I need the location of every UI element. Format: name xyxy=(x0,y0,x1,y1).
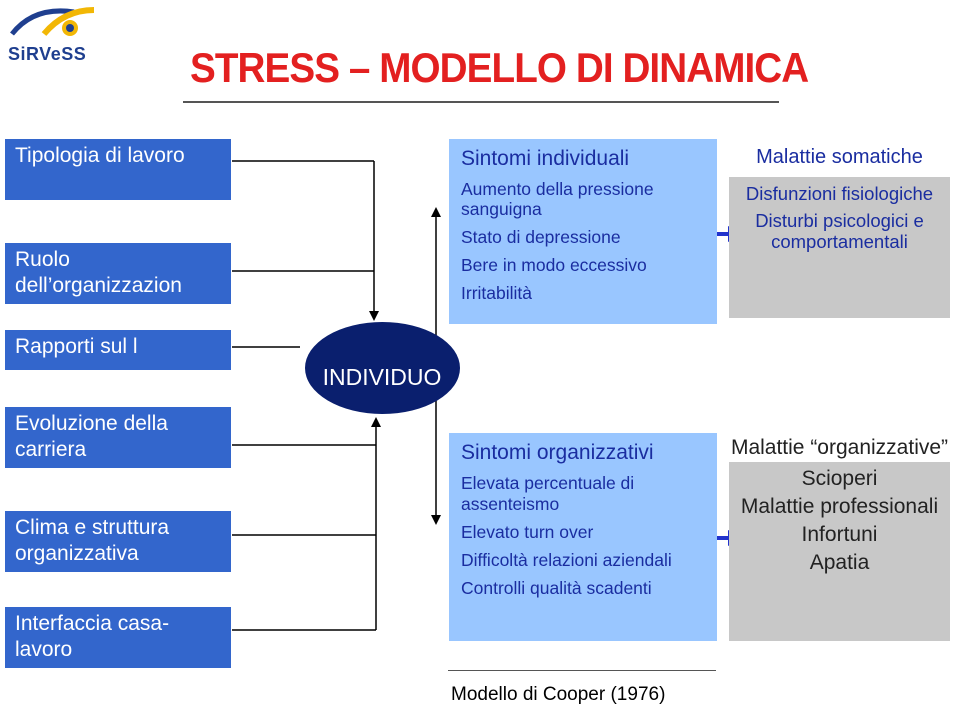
symptom-item: Stato di depressione xyxy=(461,227,621,247)
organizational-diseases-box xyxy=(729,433,950,641)
organizational-symptoms-heading: Sintomi organizzativi xyxy=(461,441,654,464)
factor-connector-bottom xyxy=(232,420,376,630)
disease-item: Apatia xyxy=(809,551,870,574)
page-title: STRESS – MODELLO DI DINAMICA xyxy=(190,44,809,91)
disease-item: Scioperi xyxy=(801,467,878,490)
individual-symptoms-heading: Sintomi individuali xyxy=(461,147,630,170)
individual-symptoms-box xyxy=(449,139,717,324)
factor-box-evoluzione: Evoluzione della carriera xyxy=(5,407,231,468)
symptom-item: Bere in modo eccessivo xyxy=(461,255,647,275)
source-divider xyxy=(448,670,716,671)
disease-item: Disturbi psicologici e comportamentali xyxy=(755,210,924,252)
logo-text: SiRVeSS xyxy=(8,44,87,64)
disease-item: Malattie professionali xyxy=(740,495,939,518)
symptom-item: Elevato turn over xyxy=(461,522,594,542)
somatic-diseases-box xyxy=(729,139,950,318)
symptom-item: Elevata percentuale di assenteismo xyxy=(461,473,635,514)
symptom-item: Irritabilità xyxy=(461,283,532,303)
disease-item: Disfunzioni fisiologiche xyxy=(745,183,934,204)
organizational-symptoms-box xyxy=(449,433,717,641)
organizational-diseases-heading: Malattie “organizzative” xyxy=(729,433,950,462)
symptom-item: Difficoltà relazioni aziendali xyxy=(461,550,672,570)
somatic-diseases-heading: Malattie somatiche xyxy=(729,139,950,177)
disease-item: Infortuni xyxy=(801,523,878,546)
factor-box-ruolo: Ruolo dell’organizzazion xyxy=(5,243,231,304)
factor-box-tipologia: Tipologia di lavoro xyxy=(5,139,231,200)
factor-box-interfaccia: Interfaccia casa-lavoro xyxy=(5,607,231,668)
source-caption: Modello di Cooper (1976) xyxy=(451,684,666,705)
individuo-label: INDIVIDUO xyxy=(322,364,442,390)
factor-box-clima: Clima e struttura organizzativa xyxy=(5,511,231,572)
factor-connector-top xyxy=(232,161,374,347)
factor-box-rapporti: Rapporti sul l xyxy=(5,330,231,370)
symptom-item: Controlli qualità scadenti xyxy=(461,578,652,598)
symptom-item: Aumento della pressione sanguigna xyxy=(461,179,654,219)
